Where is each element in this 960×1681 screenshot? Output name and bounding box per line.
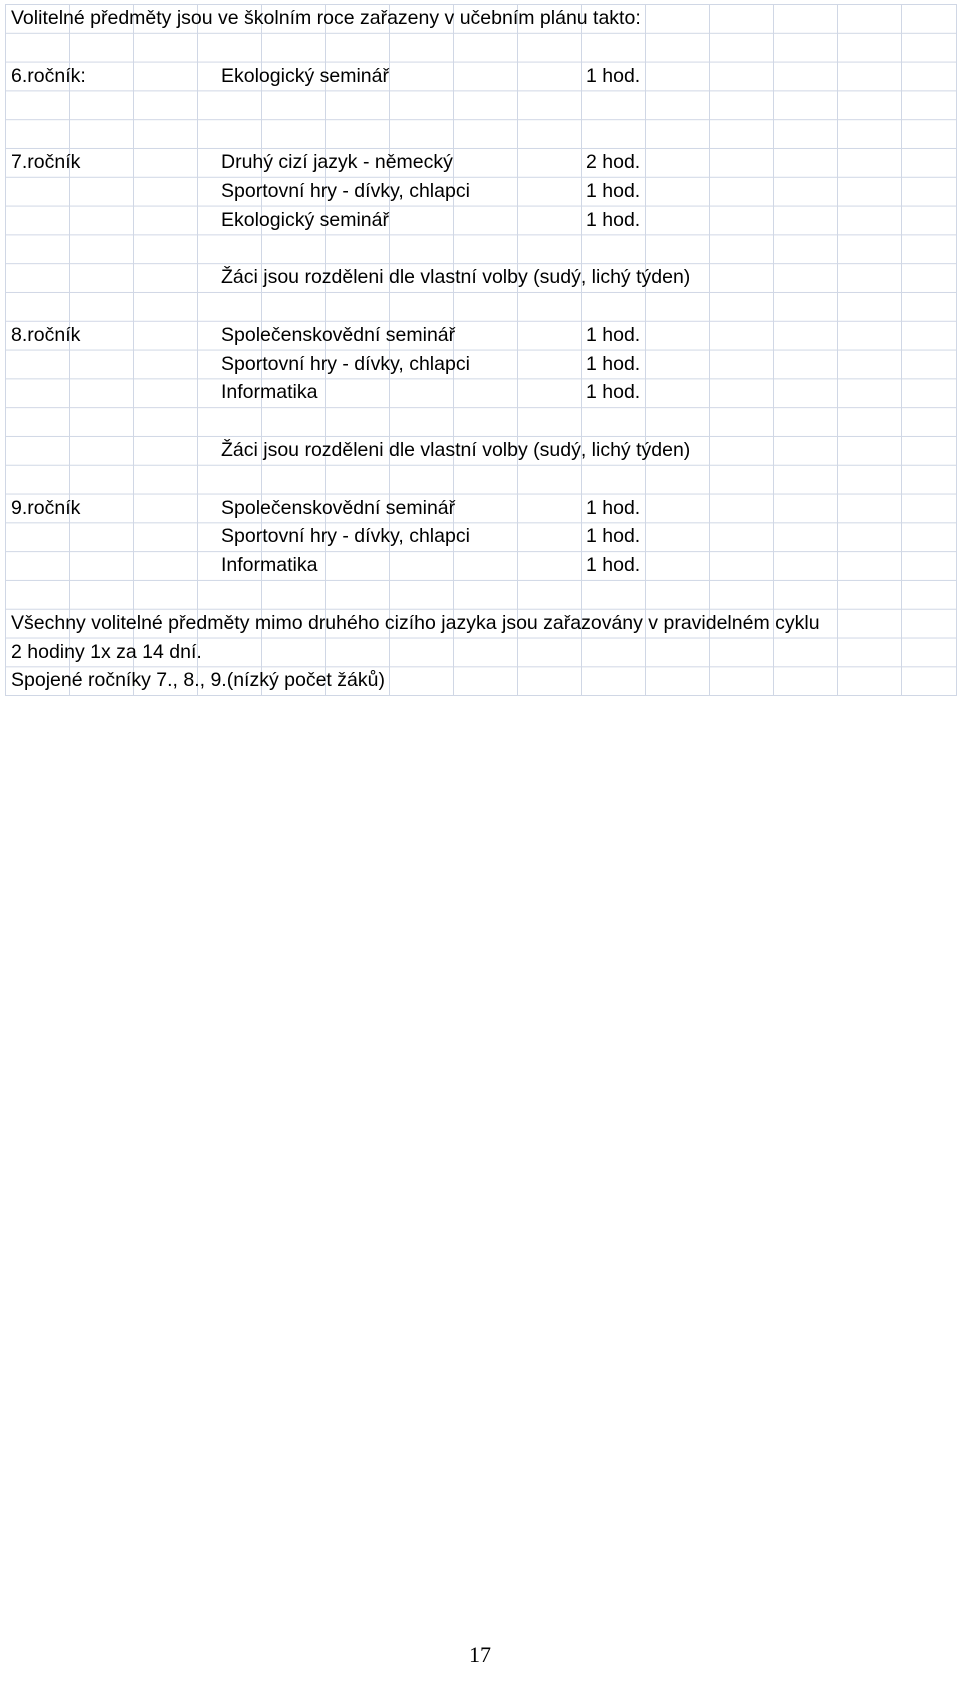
footer-note: Spojené ročníky 7., 8., 9.(nízký počet žáků) — [11, 669, 385, 691]
grouping-note: Žáci jsou rozděleni dle vlastní volby (sudý, lichý týden) — [221, 439, 691, 461]
table-row — [5, 522, 957, 550]
grade-label: 6.ročník: — [11, 65, 86, 87]
table-row — [5, 206, 957, 234]
spreadsheet-table — [5, 4, 957, 696]
grade-label: 9.ročník — [11, 497, 81, 519]
footer-note: Všechny volitelné předměty mimo druhého cizího jazyka jsou zařazovány v pravidelném cyklu — [11, 612, 820, 634]
heading-text: Volitelné předměty jsou ve školním roce zařazeny v učebním plánu takto: — [11, 7, 641, 29]
grade-label: 7.ročník — [11, 151, 81, 173]
table-row — [5, 494, 957, 522]
note-row — [5, 263, 957, 291]
hours-cell: 1 hod. — [586, 65, 641, 87]
table-row — [5, 378, 957, 406]
hours-cell: 1 hod. — [586, 554, 641, 576]
hours-cell: 1 hod. — [586, 381, 641, 403]
footer-note-row — [5, 609, 957, 637]
page-number: 17 — [469, 1642, 491, 1667]
table-row — [5, 321, 957, 349]
subject-cell: Ekologický seminář — [221, 209, 389, 231]
subject-cell: Sportovní hry - dívky, chlapci — [221, 353, 470, 375]
hours-cell: 1 hod. — [586, 180, 641, 202]
hours-cell: 2 hod. — [586, 151, 641, 173]
hours-cell: 1 hod. — [586, 525, 641, 547]
grade-label: 8.ročník — [11, 324, 81, 346]
hours-cell: 1 hod. — [586, 497, 641, 519]
subject-cell: Sportovní hry - dívky, chlapci — [221, 525, 470, 547]
table-row — [5, 551, 957, 579]
subject-cell: Informatika — [221, 554, 318, 576]
subject-cell: Informatika — [221, 381, 318, 403]
table-row — [5, 148, 957, 176]
grouping-note: Žáci jsou rozděleni dle vlastní volby (sudý, lichý týden) — [221, 266, 691, 288]
note-row — [5, 436, 957, 464]
table-row — [5, 177, 957, 205]
footer-note-row — [5, 638, 957, 666]
subject-cell: Sportovní hry - dívky, chlapci — [221, 180, 470, 202]
table-row — [5, 62, 957, 90]
hours-cell: 1 hod. — [586, 209, 641, 231]
table-row — [5, 350, 957, 378]
hours-cell: 1 hod. — [586, 324, 641, 346]
subject-cell: Ekologický seminář — [221, 65, 389, 87]
heading-row — [5, 4, 957, 32]
subject-cell: Druhý cizí jazyk - německý — [221, 151, 453, 173]
subject-cell: Společenskovědní seminář — [221, 497, 456, 519]
footer-note: 2 hodiny 1x za 14 dní. — [11, 641, 202, 663]
hours-cell: 1 hod. — [586, 353, 641, 375]
subject-cell: Společenskovědní seminář — [221, 324, 456, 346]
footer-note-row — [5, 666, 957, 694]
